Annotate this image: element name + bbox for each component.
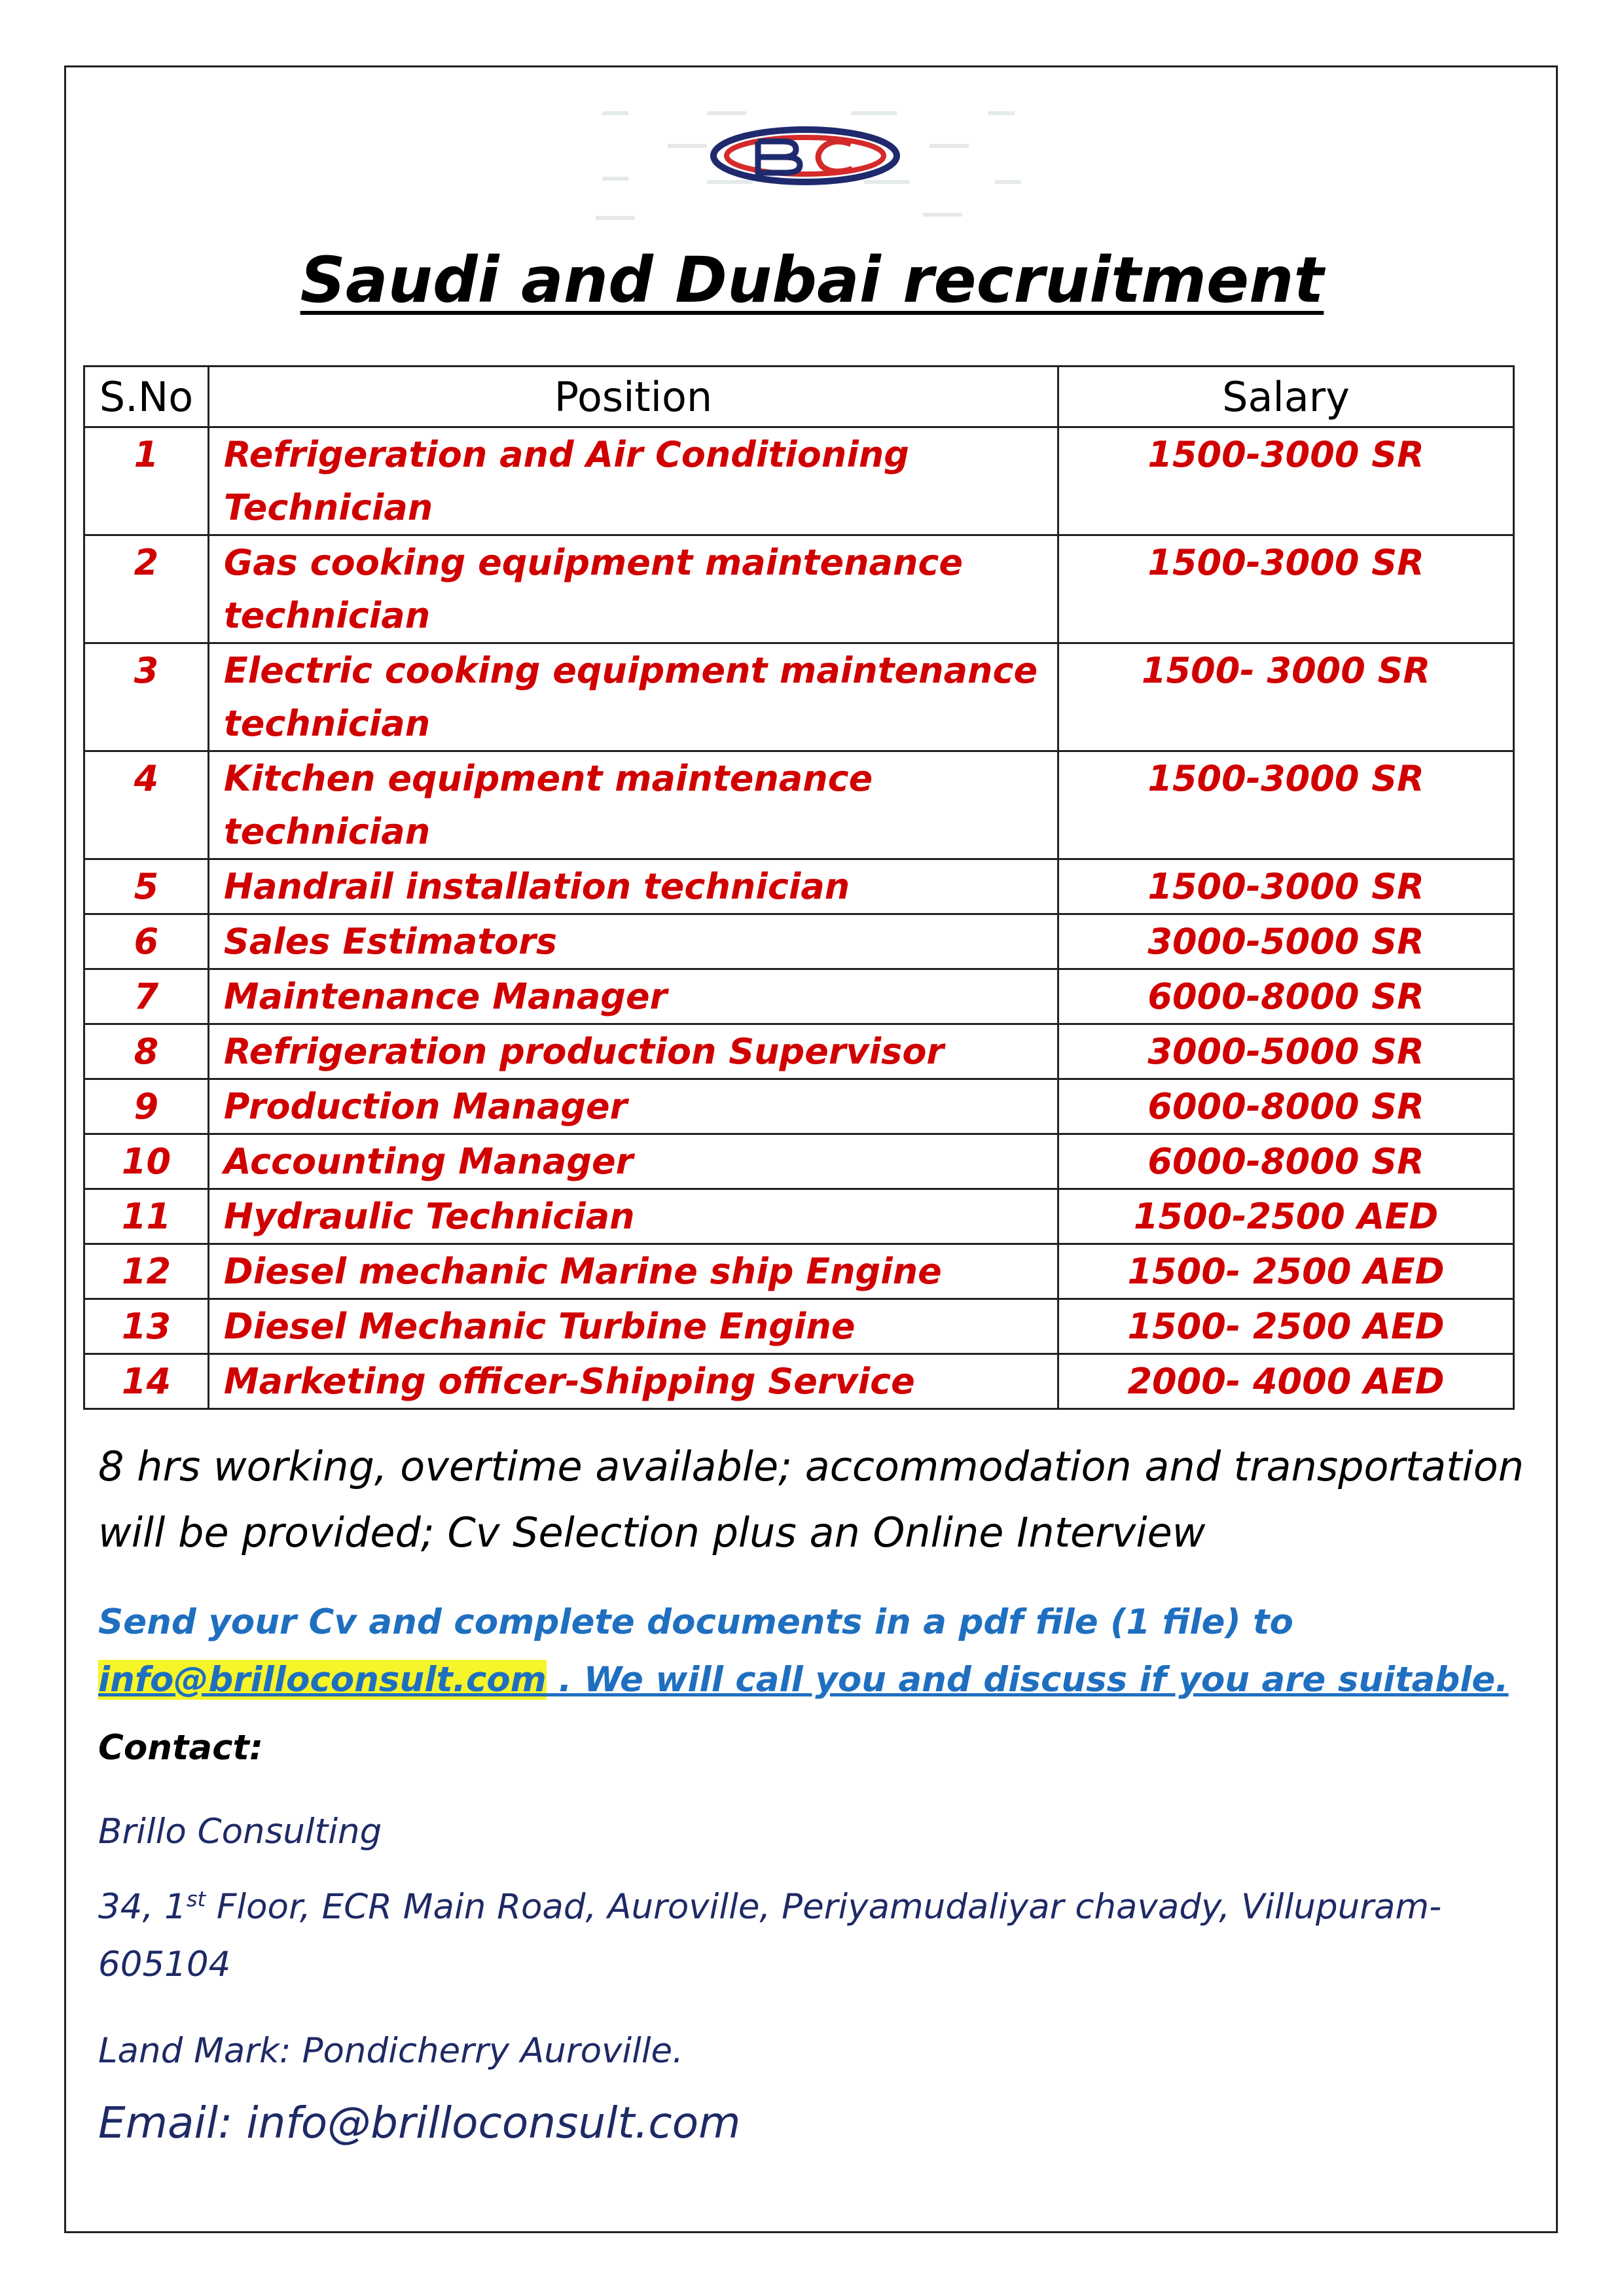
table-row: [84, 1079, 1514, 1134]
row-position: Hydraulic Technician: [208, 1189, 1058, 1244]
row-salary: 6000-8000 SR: [1058, 969, 1514, 1024]
row-sno: 12: [84, 1244, 209, 1299]
table-row: [84, 1134, 1514, 1189]
note-line-1: 8 hrs working, overtime available; accommodation and transportation: [98, 1443, 1524, 1490]
row-salary: 3000-5000 SR: [1058, 1024, 1514, 1079]
jobs-table: [83, 365, 1515, 1410]
row-position: Refrigeration production Supervisor: [208, 1024, 1058, 1079]
row-salary: 6000-8000 SR: [1058, 1079, 1514, 1134]
send-line-2: [98, 1651, 1538, 1709]
row-sno: 4: [84, 751, 209, 859]
row-position: Production Manager: [208, 1079, 1058, 1134]
row-sno: 14: [84, 1354, 209, 1409]
address-sup: st: [186, 1886, 206, 1912]
header-position: Position: [208, 367, 1058, 427]
table-row: [84, 1299, 1514, 1354]
row-position: Marketing officer-Shipping Service: [208, 1354, 1058, 1409]
contact-email[interactable]: Email: info@brilloconsult.com: [98, 2098, 741, 2148]
table-row: [84, 914, 1514, 969]
row-sno: 1: [84, 427, 209, 535]
address-line-2: 605104: [98, 1945, 231, 1984]
table-row: [84, 1354, 1514, 1409]
row-position: Sales Estimators: [208, 914, 1058, 969]
table-row: [84, 535, 1514, 643]
row-position: Maintenance Manager: [208, 969, 1058, 1024]
table-row: [84, 751, 1514, 859]
send-cv-instructions: [98, 1594, 1538, 1709]
row-sno: 5: [84, 859, 209, 914]
contact-label: Contact:: [98, 1728, 264, 1768]
table-row: [84, 1244, 1514, 1299]
row-salary: 3000-5000 SR: [1058, 914, 1514, 969]
row-sno: 3: [84, 643, 209, 751]
row-sno: 9: [84, 1079, 209, 1134]
landmark: Land Mark: Pondicherry Auroville.: [98, 2031, 684, 2071]
call-text: . We will call you and discuss if you are suitable.: [546, 1660, 1509, 1700]
table-row: [84, 427, 1514, 535]
note-line-2: will be provided; Cv Selection plus an Online Interview: [98, 1509, 1206, 1556]
bc-logo-icon: [589, 105, 1034, 229]
address: [98, 1878, 1538, 1994]
company-name: Brillo Consulting: [98, 1812, 382, 1852]
row-sno: 7: [84, 969, 209, 1024]
address-post: Floor, ECR Main Road, Auroville, Periyamudaliyar chavady, Villupuram-: [206, 1887, 1442, 1927]
row-position: Handrail installation technician: [208, 859, 1058, 914]
header-salary: Salary: [1058, 367, 1514, 427]
row-position: Electric cooking equipment maintenance technician: [208, 643, 1058, 751]
row-salary: 1500- 2500 AED: [1058, 1244, 1514, 1299]
work-conditions-note: [98, 1433, 1525, 1566]
row-sno: 11: [84, 1189, 209, 1244]
table-row: [84, 1189, 1514, 1244]
table-row: [84, 1024, 1514, 1079]
row-sno: 8: [84, 1024, 209, 1079]
row-salary: 6000-8000 SR: [1058, 1134, 1514, 1189]
row-salary: 1500-3000 SR: [1058, 427, 1514, 535]
row-sno: 13: [84, 1299, 209, 1354]
table-row: [84, 969, 1514, 1024]
row-sno: 10: [84, 1134, 209, 1189]
row-position: Diesel mechanic Marine ship Engine: [208, 1244, 1058, 1299]
row-salary: 1500-2500 AED: [1058, 1189, 1514, 1244]
row-sno: 6: [84, 914, 209, 969]
table-header-row: [84, 367, 1514, 427]
row-salary: 1500- 3000 SR: [1058, 643, 1514, 751]
row-salary: 2000- 4000 AED: [1058, 1354, 1514, 1409]
row-position: Diesel Mechanic Turbine Engine: [208, 1299, 1058, 1354]
row-salary: 1500-3000 SR: [1058, 751, 1514, 859]
address-pre: 34, 1: [98, 1887, 187, 1927]
row-salary: 1500- 2500 AED: [1058, 1299, 1514, 1354]
row-position: Gas cooking equipment maintenance technician: [208, 535, 1058, 643]
send-line-1: Send your Cv and complete documents in a pdf file (1 file) to: [98, 1602, 1293, 1642]
row-position: Kitchen equipment maintenance technician: [208, 751, 1058, 859]
row-position: Refrigeration and Air Conditioning Technician: [208, 427, 1058, 535]
table-row: [84, 643, 1514, 751]
email-link[interactable]: info@brilloconsult.com: [98, 1660, 547, 1700]
table-row: [84, 859, 1514, 914]
row-position: Accounting Manager: [208, 1134, 1058, 1189]
row-sno: 2: [84, 535, 209, 643]
header-sno: S.No: [84, 367, 209, 427]
page-title: Saudi and Dubai recruitment: [300, 243, 1324, 317]
row-salary: 1500-3000 SR: [1058, 859, 1514, 914]
row-salary: 1500-3000 SR: [1058, 535, 1514, 643]
